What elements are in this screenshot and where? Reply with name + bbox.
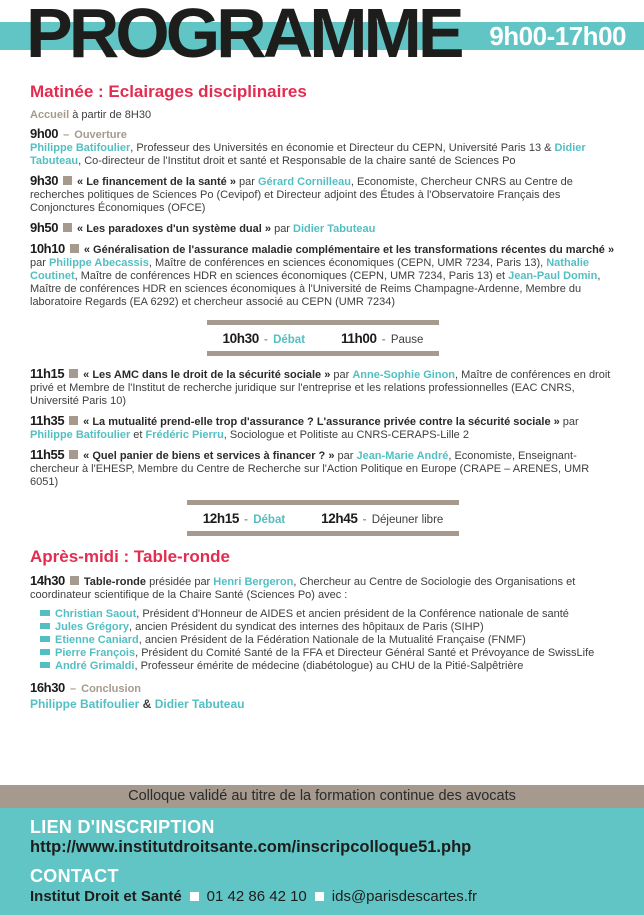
item-time: 14h30 (30, 573, 65, 588)
break-bar-midday (187, 500, 460, 536)
item-body (30, 369, 610, 407)
text-segment: Etienne Caniard (55, 634, 139, 646)
text-segment: « Le financement de la santé » (77, 176, 236, 188)
participant-item (30, 621, 616, 634)
square-marker-icon (69, 450, 78, 459)
text-segment: , Chercheur au Centre de Sociologie des Organisations et coordinateur scientifique de la Chaire Santé (Sciences Po) avec : (30, 576, 576, 601)
item-body (30, 142, 616, 168)
text-segment: « La mutualité prend-elle trop d'assurance ? L'assurance privée contre la sécurité sociale » (83, 416, 560, 428)
square-marker-icon (70, 576, 79, 585)
text-segment: , Président du Comité Santé de la FFA et Directeur Général Santé et Prévoyance de SwissLife (135, 647, 595, 659)
break-entry (223, 331, 305, 346)
text-segment: Jules Grégory (55, 621, 129, 633)
header (0, 0, 644, 70)
main-content (0, 70, 644, 711)
dash-separator: - (244, 514, 249, 526)
text-segment: par (30, 257, 49, 269)
text-segment: Pierre François (55, 647, 136, 659)
page-title: PROGRAMME (26, 0, 461, 72)
text-segment: , Maître de conférences HDR en sciences économiques à l'Université de Reims Champagne-Ardenne, Membre du laboratoire Regards (EA 6292) et chercheur associé au CEPN (UMR 7234) (30, 270, 601, 308)
text-segment: , Maître de conférences en droit privé et Membre de l'Institut de recherche juridique sur l'entreprise et les relations professionnelles (EAC CNRS, Université Paris 10) (30, 369, 611, 407)
dash-separator: - (264, 334, 268, 346)
footer (0, 785, 644, 915)
text-segment: Philippe Batifoulier (30, 429, 131, 441)
text-segment: par (330, 369, 353, 381)
white-square-separator-icon (315, 892, 324, 901)
text-segment: , Professeur des Universités en économie et Directeur du CEPN, Université Paris 13 & (130, 142, 555, 154)
break-time: 12h15 (202, 511, 239, 526)
participant-item (30, 634, 616, 647)
phone-number: 01 42 86 42 10 (206, 888, 307, 905)
text-segment: Philippe Batifoulier (30, 142, 131, 154)
item-time: 10h10 (30, 241, 65, 256)
text-segment: présidée par (146, 576, 214, 588)
registration-url-link[interactable]: http://www.institutdroitsante.com/inscripcolloque51.php (30, 838, 472, 856)
morning-heading: Matinée : Eclairages disciplinaires (30, 82, 307, 101)
item-time: 11h55 (30, 447, 65, 462)
item-time: 11h15 (30, 366, 65, 381)
accueil-line (30, 109, 616, 122)
break-label: Déjeuner libre (371, 514, 444, 526)
text-segment: , Maître de conférences en sciences économiques (CEPN, UMR 7234, Paris 13), (148, 257, 547, 269)
afternoon-heading: Après-midi : Table-ronde (30, 547, 230, 566)
text-segment: « Quel panier de biens et services à financer ? » (83, 450, 335, 462)
text-segment: Christian Saout (55, 608, 137, 620)
break-label: Débat (273, 334, 306, 346)
square-marker-icon (70, 244, 79, 253)
text-segment: Philippe Abecassis (48, 257, 149, 269)
accueil-label: Accueil (30, 109, 70, 121)
validation-banner: Colloque validé au titre de la formation continue des avocats (0, 785, 644, 808)
text-segment: « Les paradoxes d'un système dual » (77, 223, 272, 235)
break-entry (203, 511, 285, 526)
contact-line (30, 888, 616, 905)
contact-heading: CONTACT (30, 866, 119, 886)
text-segment: André Grimaldi (55, 660, 135, 672)
text-segment: , Maître de conférences HDR en sciences économiques (CEPN, UMR 7234, Paris 13) et (74, 270, 509, 282)
participant-body (55, 660, 523, 672)
schedule-item-14h30 (30, 574, 616, 602)
break-time: 10h30 (222, 331, 259, 346)
bullet-square-icon (40, 636, 50, 642)
dash-separator: – (69, 683, 77, 695)
item-time: 9h50 (30, 220, 59, 235)
schedule-item-10h10 (30, 242, 616, 309)
text-segment: par (271, 223, 294, 235)
item-body (30, 576, 575, 601)
text-segment: Philippe Batifoulier (30, 697, 140, 711)
participant-body (55, 608, 569, 620)
square-marker-icon (63, 176, 72, 185)
text-segment: , ancien Président de la Fédération Nationale de la Mutualité Française (FNMF) (138, 634, 526, 646)
text-segment: Table-ronde (83, 576, 147, 588)
dash-separator: - (362, 514, 367, 526)
item-label: Conclusion (81, 683, 142, 695)
item-body (30, 450, 589, 488)
text-segment: Nathalie Coutinet (30, 257, 590, 282)
square-marker-icon (63, 223, 72, 232)
square-marker-icon (69, 369, 78, 378)
text-segment: Anne-Sophie Ginon (352, 369, 456, 381)
item-body (30, 176, 573, 214)
text-segment: et (130, 429, 146, 441)
text-segment: Jean-Paul Domin (508, 270, 598, 282)
schedule-item-9h50 (30, 221, 616, 236)
schedule-item-11h15 (30, 367, 616, 408)
item-body (30, 416, 579, 441)
break-time: 12h45 (321, 511, 358, 526)
participant-body (55, 621, 484, 633)
break-entry (321, 511, 443, 526)
item-body (77, 223, 375, 235)
dash-separator: - (381, 334, 386, 346)
text-segment: , Co-directeur de l'Institut droit et santé et Responsable de la chaire santé de Sciences Po (78, 155, 516, 167)
item-time: 16h30 (30, 680, 65, 695)
participant-item (30, 660, 616, 673)
item-time: 9h00 (30, 126, 59, 141)
item-time: 9h30 (30, 173, 59, 188)
organization-name: Institut Droit et Santé (30, 888, 182, 905)
schedule-item-11h35 (30, 414, 616, 442)
dash-separator: – (63, 129, 70, 141)
text-segment: Didier Tabuteau (30, 142, 586, 167)
participant-body (55, 647, 594, 659)
white-square-separator-icon (190, 892, 199, 901)
item-body (30, 244, 614, 308)
text-segment: Henri Bergeron (213, 576, 294, 588)
break-bar-morning (207, 320, 440, 356)
square-marker-icon (69, 416, 78, 425)
break-label: Débat (253, 514, 286, 526)
item-time: 11h35 (30, 413, 65, 428)
text-segment: Gérard Cornilleau (258, 176, 351, 188)
participant-item (30, 647, 616, 660)
text-segment: , Economiste, Enseignant-chercheur à l'EHESP, Membre du Centre de Recherche sur l'Action Politique en Europe (CRAPE – ARENES, UMR 6051) (30, 450, 590, 488)
conclusion-names (30, 697, 616, 711)
text-segment: , Président d'Honneur de AIDES et ancien président de la Conférence nationale de santé (136, 608, 569, 620)
schedule-item-9h00 (30, 127, 616, 142)
text-segment: Didier Tabuteau (293, 223, 376, 235)
time-range: 9h00-17h00 (489, 21, 626, 51)
break-entry (341, 331, 423, 346)
text-segment: , Sociologue et Politiste au CNRS-CERAPS-Lille 2 (223, 429, 469, 441)
text-segment: « Généralisation de l'assurance maladie complémentaire et les transformations récentes du marché » (83, 244, 615, 256)
schedule-item-11h55 (30, 448, 616, 489)
text-segment: Jean-Marie André (356, 450, 449, 462)
registration-heading: LIEN D'INSCRIPTION (30, 817, 215, 837)
text-segment: Frédéric Pierru (145, 429, 224, 441)
accueil-rest: à partir de 8H30 (69, 109, 152, 121)
text-segment: « Les AMC dans le droit de la sécurité sociale » (83, 369, 331, 381)
participant-body (55, 634, 526, 646)
email-link[interactable]: ids@parisdescartes.fr (331, 888, 478, 905)
bullet-square-icon (40, 662, 50, 668)
text-segment: par (235, 176, 258, 188)
schedule-item-16h30 (30, 681, 616, 696)
text-segment: par (334, 450, 357, 462)
text-segment: , Economiste, Chercheur CNRS au Centre de recherches politiques de Sciences Po (Cevipof) et Directeur adjoint des Études à l'Observatoire Français des Conjonctures Économiques (OFCE) (30, 176, 573, 214)
text-segment: & (139, 697, 155, 711)
break-time: 11h00 (341, 331, 377, 346)
schedule-item-9h30 (30, 174, 616, 215)
item-label: Ouverture (74, 129, 127, 141)
break-label: Pause (390, 334, 424, 346)
text-segment: Didier Tabuteau (154, 697, 245, 711)
bullet-square-icon (40, 623, 50, 629)
footer-teal-area (0, 808, 644, 915)
participant-item (30, 608, 616, 621)
bullet-square-icon (40, 610, 50, 616)
text-segment: , Professeur émérite de médecine (diabétologue) au CHU de la Pitié-Salpêtrière (134, 660, 524, 672)
text-segment: par (559, 416, 579, 428)
bullet-square-icon (40, 649, 50, 655)
text-segment: , ancien Président du syndicat des internes des hôpitaux de Paris (SIHP) (128, 621, 484, 633)
